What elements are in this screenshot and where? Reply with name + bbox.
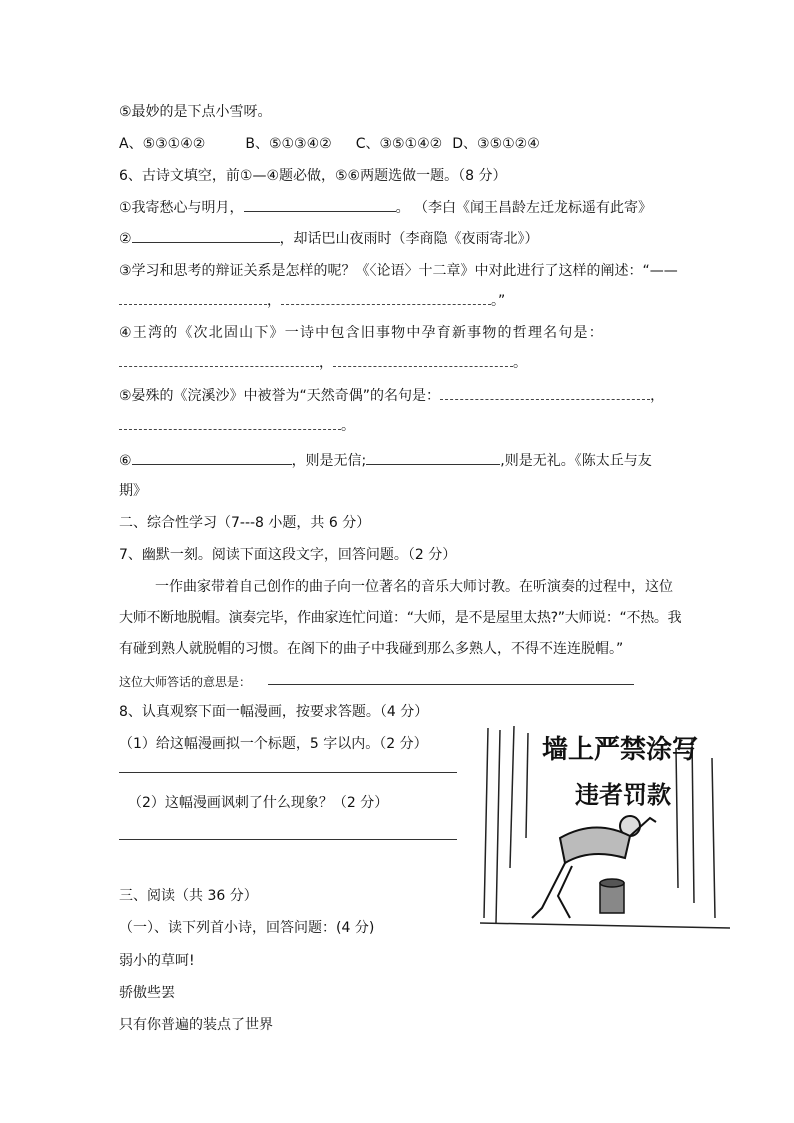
q7-title: 7、幽默一刻。阅读下面这段文字，回答问题。（2 分）	[119, 547, 457, 563]
q6-line4b	[119, 353, 527, 373]
option-c: C、③⑤①④②	[355, 136, 443, 152]
q6-line6b: 期》	[119, 483, 147, 499]
section2-title: 二、综合性学习（7---8 小题，共 6 分）	[119, 515, 371, 531]
q8-sub2: （2）这幅漫画讽刺了什么现象？（2 分）	[128, 795, 389, 811]
q6-line5-text: ⑤晏殊的《浣溪沙》中被誉为“天然奇偶”的名句是：	[119, 388, 441, 404]
q6-line5b-end: 。	[341, 418, 355, 434]
q6-line3b-end: 。”	[491, 293, 506, 309]
q7-paragraph-1: 一作曲家带着自己创作的曲子向一位著名的音乐大师讨教。在听演奏的过程中，这位	[155, 579, 673, 595]
q6-line1-source: 。 （李白《闻王昌龄左迁龙标遥有此寄》	[395, 200, 653, 216]
q6-line2-text: ，却话巴山夜雨时（李商隐《夜雨寄北》）	[279, 231, 539, 247]
q7-paragraph-2: 大师不断地脱帽。演奏完毕，作曲家连忙问道：“大师，是不是屋里太热?”大师说：“不热。我	[119, 610, 682, 626]
option-d: D、③⑤①②④	[452, 136, 540, 152]
q6-line5b	[119, 416, 355, 436]
q6-line1	[119, 197, 652, 218]
answer-blank-1[interactable]	[244, 197, 396, 212]
q7-answer-line[interactable]	[268, 684, 634, 685]
answer-blank-6b[interactable]	[366, 450, 500, 465]
answer-blank-5a[interactable]	[440, 388, 650, 400]
q7-paragraph-3: 有碰到熟人就脱帽的习惯。在阁下的曲子中我碰到那么多熟人，不得不连连脱帽。”	[119, 641, 624, 657]
q6-line6-source: ,则是无礼。《陈太丘与友	[500, 453, 652, 469]
answer-blank-2[interactable]	[132, 228, 280, 243]
q6-line6-mid: ，则是无信;	[291, 453, 367, 469]
q8-sub1: （1）给这幅漫画拟一个标题，5 字以内。（2 分）	[119, 736, 428, 752]
cartoon-sign-line1: 墙上严禁涂写	[542, 735, 699, 765]
cartoon-drawing	[480, 718, 730, 933]
q5-item5: ⑤最妙的是下点小雪呀。	[119, 104, 272, 120]
q6-line3b	[119, 291, 505, 311]
poem-line-1: 弱小的草呵!	[119, 953, 195, 969]
q6-line5	[119, 386, 664, 406]
q6-line2	[119, 228, 539, 249]
answer-blank-6a[interactable]	[132, 450, 292, 465]
q6-title: 6、古诗文填空，前①—④题必做，⑤⑥两题选做一题。（8 分）	[119, 168, 507, 184]
q6-line4: ④王湾的《次北固山下》一诗中包含旧事物中孕育新事物的哲理名句是：	[119, 325, 604, 341]
section3-title: 三、阅读（共 36 分）	[119, 888, 258, 904]
q6-line3: ③学习和思考的辩证关系是怎样的呢？《〈论语〉十二章》中对此进行了这样的阐述：“——	[119, 263, 678, 279]
answer-blank-3a[interactable]	[119, 293, 267, 305]
q6-line3b-comma: ，	[267, 293, 281, 309]
answer-blank-3b[interactable]	[281, 293, 491, 305]
q6-line4b-comma: ，	[319, 355, 333, 371]
q6-line6-marker: ⑥	[119, 453, 132, 469]
section3-sub1: （一）、读下列首小诗，回答问题：(4 分)	[119, 920, 375, 936]
q6-line2-marker: ②	[119, 231, 132, 247]
answer-blank-4a[interactable]	[119, 355, 319, 367]
q8-answer-line-1[interactable]	[119, 772, 457, 773]
q6-line1-text: ①我寄愁心与明月，	[119, 200, 244, 216]
q8-title: 8、认真观察下面一幅漫画，按要求答题。（4 分）	[119, 704, 429, 720]
q6-line4b-end: 。	[513, 355, 527, 371]
option-b: B、⑤①③④②	[245, 136, 332, 152]
q5-options	[119, 134, 540, 154]
poem-line-3: 只有你普遍的装点了世界	[119, 1017, 273, 1033]
option-a: A、⑤③①④②	[119, 136, 206, 152]
poem-line-2: 骄傲些罢	[119, 985, 175, 1001]
answer-blank-5b[interactable]	[119, 418, 341, 430]
q7-question: 这位大师答话的意思是：	[119, 675, 252, 689]
q6-line6	[119, 450, 652, 471]
cartoon-image	[480, 718, 730, 933]
answer-blank-4b[interactable]	[333, 355, 513, 367]
q8-answer-line-2[interactable]	[119, 839, 457, 840]
q6-line5-comma: ，	[650, 388, 665, 404]
cartoon-sign-line2: 违者罚款	[575, 780, 671, 809]
